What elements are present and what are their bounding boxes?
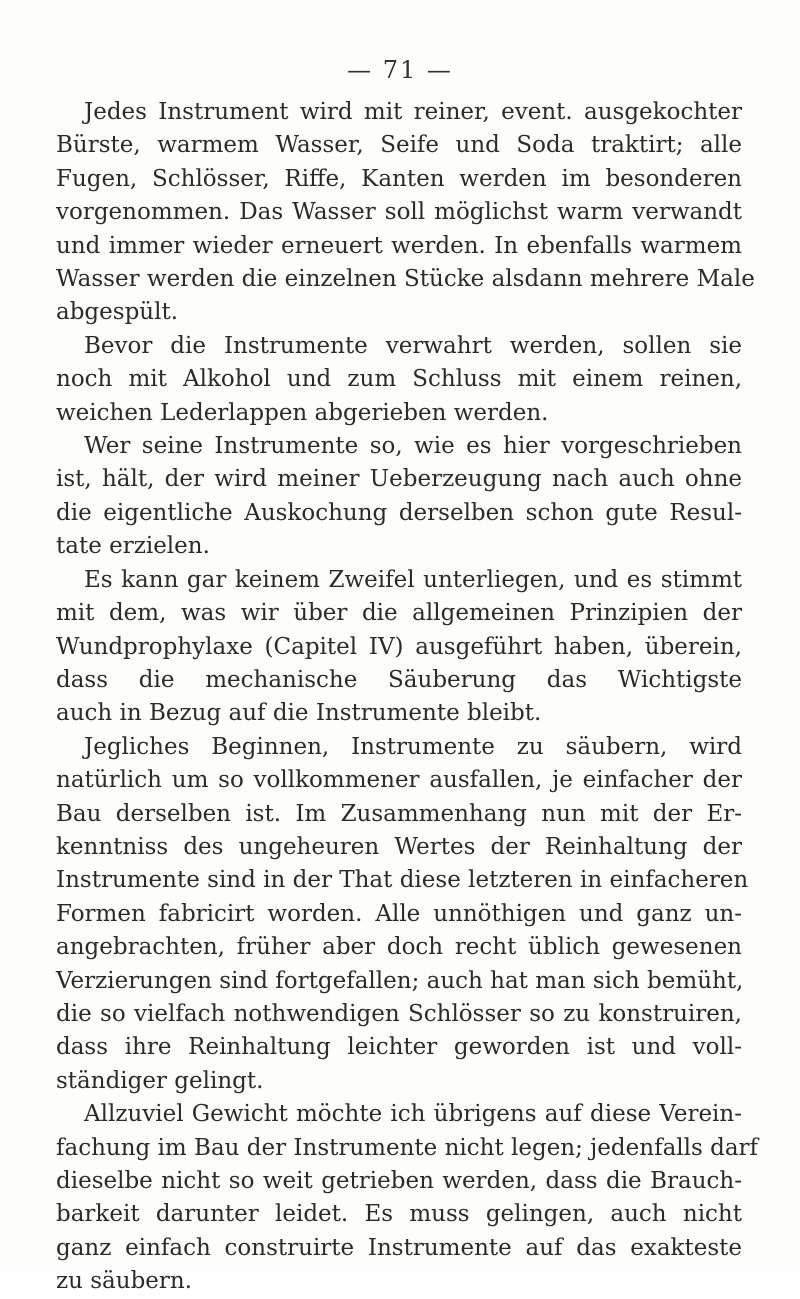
text-line: dass die mechanische Säuberung das Wichtigste bbox=[56, 666, 742, 693]
text-line: Es kann gar keinem Zweifel unterliegen, und es stimmt bbox=[84, 566, 742, 593]
text-line: die eigentliche Auskochung derselben schon gute Resul- bbox=[56, 499, 742, 526]
text-line: Fugen, Schlösser, Riffe, Kanten werden im besonderen bbox=[56, 165, 742, 192]
text-line: abgespült. bbox=[56, 299, 179, 326]
text-line: dass ihre Reinhaltung leichter geworden ist und voll- bbox=[56, 1034, 742, 1061]
text-line: Wasser werden die einzelnen Stücke alsdann mehrere Male bbox=[56, 266, 755, 293]
text-line: zu säubern. bbox=[56, 1268, 193, 1295]
text-line: Verzierungen sind fortgefallen; auch hat man sich bemüht, bbox=[56, 967, 744, 994]
paragraph bbox=[56, 564, 742, 731]
text-line: Formen fabricirt worden. Alle unnöthigen und ganz un- bbox=[56, 900, 742, 927]
text-line: Bau derselben ist. Im Zusammenhang nun mit der Er- bbox=[56, 800, 742, 827]
text-line: die so vielfach nothwendigen Schlösser so zu konstruiren, bbox=[56, 1000, 742, 1027]
text-line: ganz einfach construirte Instrumente auf das exakteste bbox=[56, 1234, 742, 1261]
text-line: Bevor die Instrumente verwahrt werden, sollen sie bbox=[84, 332, 742, 359]
text-line: angebrachten, früher aber doch recht üblich gewesenen bbox=[56, 934, 742, 961]
text-line: fachung im Bau der Instrumente nicht legen; jedenfalls darf bbox=[56, 1134, 759, 1161]
text-line: weichen Lederlappen abgerieben werden. bbox=[56, 399, 549, 426]
text-line: Allzuviel Gewicht möchte ich übrigens auf diese Verein- bbox=[84, 1101, 742, 1128]
text-line: mit dem, was wir über die allgemeinen Prinzipien der bbox=[56, 600, 742, 627]
body-text bbox=[56, 96, 759, 1299]
text-line: Wundprophylaxe (Capitel IV) ausgeführt haben, überein, bbox=[56, 633, 742, 660]
text-line: barkeit darunter leidet. Es muss gelingen, auch nicht bbox=[56, 1201, 742, 1228]
text-line: Jedes Instrument wird mit reiner, event. ausgekochter bbox=[84, 99, 742, 125]
paragraph bbox=[56, 430, 742, 564]
text-line: tate erzielen. bbox=[56, 533, 210, 560]
text-line: auch in Bezug auf die Instrumente bleibt. bbox=[56, 700, 542, 727]
text-line: ist, hält, der wird meiner Ueberzeugung nach auch ohne bbox=[56, 466, 742, 493]
paragraph bbox=[56, 731, 749, 1098]
text-line: und immer wieder erneuert werden. In ebenfalls warmem bbox=[56, 232, 742, 259]
text-line: ständiger gelingt. bbox=[56, 1067, 264, 1094]
text-line: Jegliches Beginnen, Instrumente zu säubern, wird bbox=[84, 733, 742, 760]
paragraph bbox=[56, 96, 755, 330]
text-line: kenntniss des ungeheuren Wertes der Reinhaltung der bbox=[56, 833, 742, 860]
text-line: natürlich um so vollkommener ausfallen, je einfacher der bbox=[56, 767, 742, 794]
paragraph bbox=[56, 330, 742, 430]
text-line: Bürste, warmem Wasser, Seife und Soda traktirt; alle bbox=[56, 132, 742, 159]
text-line: Instrumente sind in der That diese letzteren in einfacheren bbox=[56, 867, 749, 894]
text-line: Wer seine Instrumente so, wie es hier vorgeschrieben bbox=[84, 433, 742, 460]
paragraph bbox=[56, 1098, 759, 1298]
text-line: dieselbe nicht so weit getrieben werden, dass die Brauch- bbox=[56, 1168, 742, 1194]
text-line: vorgenommen. Das Wasser soll möglichst warm verwandt bbox=[56, 199, 742, 226]
page-number: — 71 — bbox=[347, 56, 453, 84]
text-line: noch mit Alkohol und zum Schluss mit einem reinen, bbox=[56, 366, 742, 393]
